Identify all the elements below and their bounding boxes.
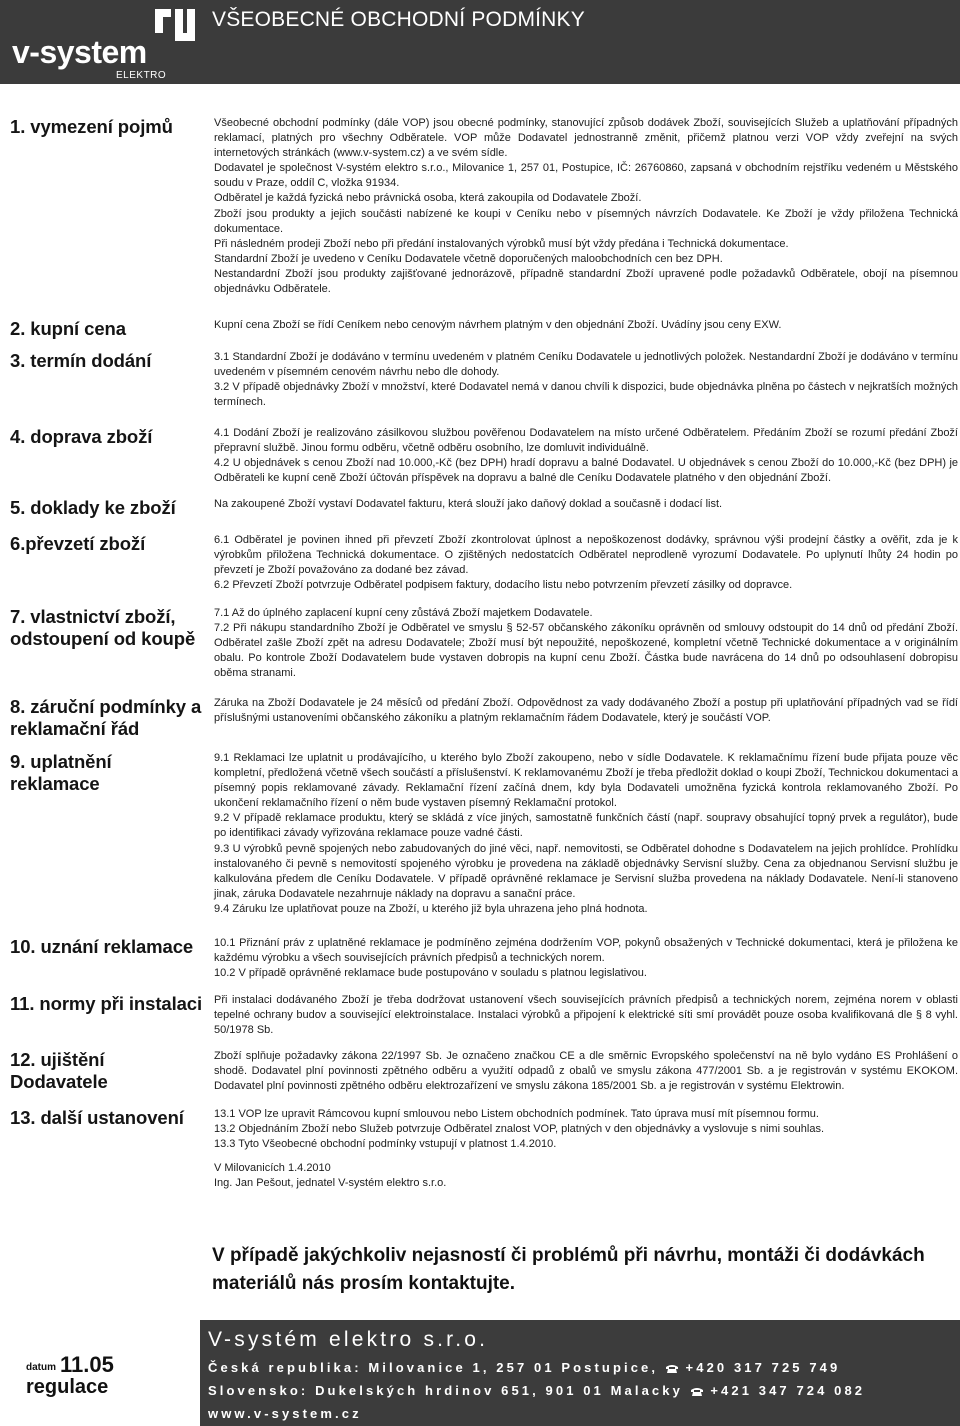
section-body bbox=[214, 1049, 958, 1094]
datum-label: datum bbox=[26, 1362, 56, 1373]
section-heading: 4. doprava zboží bbox=[10, 426, 153, 447]
contact-sk-address: Slovensko: Dukelských hrdinov 651, 901 01 Malacky bbox=[208, 1383, 683, 1398]
contact-note: V případě jakýchkoliv nejasností či problémů při návrhu, montáži či dodávkách materiálů nás prosím kontaktujte. bbox=[212, 1245, 925, 1294]
section-body bbox=[214, 936, 958, 981]
section-body bbox=[214, 696, 958, 726]
section-paragraph: 9.2 V případě reklamace produktu, který se skládá z více jiných, samostatně funkčních částí (např. soupravy obsahující topný prvek a regulátor), bude po identifikaci závady vyřizována reklamace pouze vadné části. bbox=[214, 812, 958, 840]
section-body bbox=[214, 318, 958, 333]
page-header bbox=[0, 0, 960, 84]
brand-sub: ELEKTRO bbox=[116, 70, 167, 81]
section-paragraph: 3.2 V případě objednávky Zboží v množství, které Dodavatel nemá v danou chvíli k dispozici, bude objednávka plněna po částech v nejkratších možných termínech. bbox=[214, 381, 958, 409]
section-body bbox=[214, 426, 958, 486]
section-paragraph: 13.3 Tyto Všeobecné obchodní podmínky vstupují v platnost 1.4.2010. bbox=[214, 1138, 557, 1151]
section-paragraph: 7.1 Až do úplného zaplacení kupní ceny zůstává Zboží majetkem Dodavatele. bbox=[214, 607, 593, 619]
section-paragraph bbox=[214, 1152, 958, 1161]
company-name: V-systém elektro s.r.o. bbox=[208, 1328, 489, 1351]
contact-cz-phone: +420 317 725 749 bbox=[685, 1360, 841, 1375]
section-heading: 5. doklady ke zboží bbox=[10, 497, 176, 518]
section-body bbox=[214, 1107, 958, 1191]
section-body bbox=[214, 116, 958, 297]
section-paragraph: Záruka na Zboží Dodavatele je 24 měsíců od předání Zboží. Odpovědnost za vady dodávaného Zboží a postup při uplatňování případných vad se řídí příslušnými ustanoveními občanského zákoníku a platným reklamačním řádem Dodavatele, který je součástí VOP. bbox=[214, 697, 958, 725]
section-heading: 8. záruční podmínky a reklamační řád bbox=[10, 696, 202, 739]
section-paragraph: V Milovanicích 1.4.2010 bbox=[214, 1162, 331, 1175]
section-paragraph: Nestandardní Zboží jsou produkty zajišťované jednorázově, případně standardní Zboží upravené podle požadavků Odběratele, obojí na písemnou objednávku Odběratele. bbox=[214, 267, 958, 296]
contact-web[interactable]: www.v-system.cz bbox=[208, 1406, 362, 1421]
page-title: VŠEOBECNÉ OBCHODNÍ PODMÍNKY bbox=[212, 8, 585, 31]
section-heading: 7. vlastnictví zboží, odstoupení od koupě bbox=[10, 606, 196, 649]
brand-logo: v-system bbox=[12, 34, 147, 70]
section-paragraph: Zboží jsou produkty a jejich součásti nabízené ke koupi v Ceníku nebo v písemných návrzích Dodavatele. Ke Zboží je vždy přiložena Technická dokumentace. bbox=[214, 207, 958, 235]
section-body bbox=[214, 350, 958, 410]
datum-sub: regulace bbox=[26, 1376, 109, 1398]
logo-mark-icon bbox=[152, 6, 198, 44]
datum-value: 11.05 bbox=[60, 1352, 114, 1377]
section-body bbox=[214, 993, 958, 1038]
section-paragraph: 3.1 Standardní Zboží je dodáváno v termínu uvedeném v platném Ceníku Dodavatele u jednotlivých položek. Nestandardní Zboží je dodáváno v termínu uvedeném v písemném cenovém návrhu nebo dle dohody. bbox=[214, 351, 958, 379]
section-paragraph: Standardní Zboží je uvedeno v Ceníku Dodavatele včetně doporučených maloobchodních cen bez DPH. bbox=[214, 252, 723, 265]
datum-box bbox=[0, 1320, 200, 1426]
section-paragraph: Všeobecné obchodní podmínky (dále VOP) jsou obecné podmínky, stanovující způsob dodávek Zboží, souvisejících Služeb a uplatňování případných reklamací, platných pro všechny Odběratele. VOP může Dodavatel jednostranně změnit, přičemž platnou verzi VOP vždy zveřejní na svých internetových stránkách (www.v-system.cz) a ve svém sídle. bbox=[214, 117, 958, 160]
section-heading: 9. uplatnění reklamace bbox=[10, 751, 112, 794]
section-paragraph: 9.3 U výrobků pevně spojených nebo zabudovaných do jiné věci, např. nemovitosti, se Odběratel dohodne s Dodavatelem na jejich prohlídce. Prohlídku instalovaného či pevně s nemovitostí spojeného výrobku je provedena na základě objednávky Servisní služby. Cena za objednanou Servisní službu je kalkulována předem dle Ceníku Dodavatele. V případě oprávněné reklamace je Servisní služba provedena na náklady Dodavatele. Není-li stanoveno jinak, záruka Dodavatele nezahrnuje náklady na dopravu a sanační práce. bbox=[214, 842, 958, 900]
section-heading: 2. kupní cena bbox=[10, 318, 126, 339]
section-paragraph: 6.1 Odběratel je povinen ihned při převzetí Zboží zkontrolovat úplnost a nepoškozenost dodávky, správnou výši prodejní částky a ověřit, zda je k výrobkům přiložena Technická dokumentace. O zjištěných nedostatcích Odběratel neprodleně vyrozumí Dodavatele. Po uplynutí lhůty 24 hodin po převzetí je Zboží považováno za dodané bez závad. bbox=[214, 534, 958, 577]
section-paragraph: Dodavatel je společnost V-systém elektro s.r.o., Milovanice 1, 257 01, Postupice, IČ: 26760860, zapsaná v obchodním rejstříku vedeném u Městského soudu v Praze, oddíl C, vložka 91934. bbox=[214, 162, 958, 190]
section-heading: 1. vymezení pojmů bbox=[10, 116, 173, 137]
contact-sk bbox=[208, 1383, 865, 1398]
section-heading: 10. uznání reklamace bbox=[10, 936, 194, 957]
section-body bbox=[214, 751, 958, 917]
section-paragraph: 13.1 VOP lze upravit Rámcovou kupní smlouvou nebo Listem obchodních podmínek. Tato úprava musí mít písemnou formu. bbox=[214, 1108, 819, 1120]
section-paragraph: Kupní cena Zboží se řídí Ceníkem nebo cenovým návrhem platným v den objednání Zboží. Uvádíny jsou ceny EXW. bbox=[214, 319, 782, 331]
section-heading: 11. normy při instalaci bbox=[10, 993, 203, 1014]
footer-band bbox=[0, 1320, 960, 1426]
section-paragraph: 9.1 Reklamaci lze uplatnit u prodávajícího, u kterého bylo Zboží zakoupeno, nebo v sídle Dodavatele. K reklamačnímu řízení bude přijata pouze věc kompletní, předložená včetně všech součástí a příslušenství. K reklamovanému Zboží je třeba předložit doklad o koupi Zboží, Technickou dokumentaci a písemný popis reklamované závady. Reklamační řízení začíná dnem, kdy byla Dodavateli umožněna fyzická kontrola reklamovaného Zboží. Po ukončení reklamačního řízení o něm bude vystaven písemný Reklamační protokol. bbox=[214, 752, 958, 810]
section-paragraph: 9.4 Záruku lze uplatňovat pouze na Zboží, u kterého již byla uhrazena jeho plná hodnota. bbox=[214, 902, 648, 915]
phone-icon bbox=[690, 1387, 704, 1397]
section-paragraph: Zboží splňuje požadavky zákona 22/1997 Sb. Je označeno značkou CE a dle směrnic Evropského společenství na ně bylo vydáno ES Prohlášení o shodě. Dodavatel plní povinnosti zpětného odběru a využití odpadů z obalů ve smyslu zákona 477/2001 Sb. a je registrován v systému EKOKOM. Dodavatel plní povinnosti zpětného odběru elektrozařízení ve smyslu zákona 185/2001 Sb. a je registrován v systému Elektrowin. bbox=[214, 1050, 958, 1093]
section-heading: 12. ujištění Dodavatele bbox=[10, 1049, 108, 1092]
section-heading: 13. další ustanovení bbox=[10, 1107, 184, 1128]
section-paragraph: Ing. Jan Pešout, jednatel V-systém elektro s.r.o. bbox=[214, 1177, 447, 1190]
section-paragraph: Na zakoupené Zboží vystaví Dodavatel fakturu, která slouží jako daňový doklad a současně i dodací list. bbox=[214, 498, 723, 510]
section-paragraph: Odběratel je každá fyzická nebo právnická osoba, která zakoupila od Dodavatele Zboží. bbox=[214, 192, 642, 205]
section-paragraph: 4.2 U objednávek s cenou Zboží nad 10.000,-Kč (bez DPH) hradí dopravu a balné Dodavatel. U objednávek s cenou Zboží do 10.000,-Kč (bez DPH) je Odběrateli ke kupní ceně Zboží účtován příspěvek na dopravu a balné dle Ceníku Dodavatele platného v den objednání Zboží. bbox=[214, 457, 958, 485]
section-heading: 6.převzetí zboží bbox=[10, 533, 146, 554]
contact-sk-phone: +421 347 724 082 bbox=[710, 1383, 866, 1398]
section-body bbox=[214, 497, 958, 512]
section-body bbox=[214, 606, 958, 681]
section-paragraph: 4.1 Dodání Zboží je realizováno zásilkovou službou pověřenou Dodavatelem na místo určené Odběratelem. Předáním Zboží se rozumí předání Zboží přepravní službě. Jinou formu odběru, včetně odběru osobního, lze domluvit individuálně. bbox=[214, 427, 958, 455]
section-paragraph: Při následném prodeji Zboží nebo při předání instalovaných výrobků musí být vždy předána i Technická dokumentace. bbox=[214, 237, 789, 250]
contact-cz bbox=[208, 1360, 840, 1375]
section-paragraph: 6.2 Převzetí Zboží potvrzuje Odběratel podpisem faktury, dodacího listu nebo potvrzením převzetí zásilky od dopravce. bbox=[214, 579, 793, 592]
contact-cz-address: Česká republika: Milovanice 1, 257 01 Postupice, bbox=[208, 1360, 659, 1375]
section-paragraph: 13.2 Objednáním Zboží nebo Služeb potvrzuje Odběratel znalost VOP, platných v den objednávky a vyslovuje s nimi souhlas. bbox=[214, 1123, 825, 1136]
section-heading: 3. termín dodání bbox=[10, 350, 152, 371]
section-body bbox=[214, 533, 958, 593]
section-paragraph: 10.2 V případě oprávněné reklamace bude postupováno v souladu s platnou legislativou. bbox=[214, 967, 647, 980]
section-paragraph: 7.2 Při nákupu standardního Zboží je Odběratel ve smyslu § 52-57 občanského zákoníku oprávněn od smlouvy odstoupit do 14 dnů od předání Zboží. Odběratel zašle Zboží zpět na adresu Dodavatele; Zboží musí být nepoužité, nepoškozené, kompletní včetně Technické dokumentace a v originálním obalu. Po kontrole Zboží Dodavatelem bude vystaven dobropis na kupní cenu Zboží. Částka bude navrácena do 14 dnů po odsouhlasení dobropisu oběma stranami. bbox=[214, 622, 958, 680]
section-paragraph: 10.1 Přiznání práv z uplatněné reklamace je podmíněno zejména dodržením VOP, pokynů obsažených v Technické dokumentaci, která je přiložena ke každému výrobku a všech souvisejících právních předpisů a technických norem. bbox=[214, 937, 958, 965]
section-paragraph: Při instalaci dodávaného Zboží je třeba dodržovat ustanovení všech souvisejících právních předpisů a technických norem, zejména norem v oblasti tepelné ochrany budov a související elektroinstalace. Instalaci výrobků a připojení k elektrické síti smí provádět pouze osoba kvalifikovaná dle § 8 vyhl. 50/1978 Sb. bbox=[214, 994, 958, 1037]
phone-icon bbox=[665, 1364, 679, 1374]
